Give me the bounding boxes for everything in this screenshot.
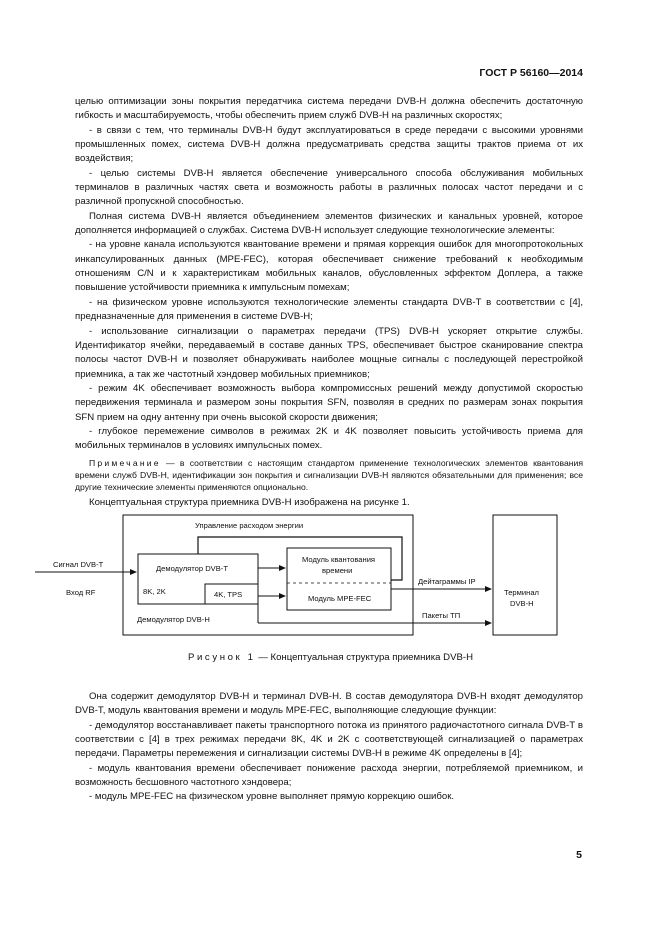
dvbh-demodulator-label: Демодулятор DVB-H [137,615,210,624]
rf-input-label: Вход RF [66,588,96,597]
note-label: Примечание [89,457,161,468]
paragraph: - модуль MPE-FEC на физическом уровне выполняет прямую коррекцию ошибок. [89,791,455,803]
signal-input-label: Сигнал DVB-T [53,560,104,569]
paragraph: Она содержит демодулятор DVB-H и терминал DVB-H. В состав демодулятора DVB-H входят демодулятор DVB-T, модуль квантования времени и модуль MPE-FEC, выполняющие следующие функции: [75,691,583,717]
page-number: 5 [576,849,582,861]
document-header: ГОСТ Р 56160—2014 [479,67,583,79]
paragraph: - демодулятор восстанавливает пакеты транспортного потока из принятого радиочастотного сигнала DVB-T в соответствии с [4] в трех режимах передачи 8K, 4K и 2K с соответствующей сигнализацией о параметрах передачи. Параметры перемежения и сигнализации системы DVB-H в режиме 4K определены в [4]; [75,719,583,760]
power-control-label: Управление расходом энергии [195,521,304,530]
figure-caption [0,652,661,663]
figure-intro: Концептуальная структура приемника DVB-H изображена на рисунке 1. [89,497,410,509]
paragraph: Полная система DVB-H является объединением элементов физических и канальных уровней, которое дополняется информацией о службах. Система DVB-H использует следующие технологические элементы: [75,210,583,237]
dvbt-demodulator-label: Демодулятор DVB-T [156,564,228,573]
paragraph: - глубокое перемежение символов в режимах 2K и 4K позволяет повысить устойчивость приема для мобильных терминалов в условиях импульсных помех. [75,425,583,452]
figure-caption-label: Рисунок 1 [187,652,256,663]
note-text: — в соответствии с настоящим стандартом применение технологических элементов квантования времени служб DVB-H, идентификации зон покрытия и сигнализации DVB-H являются обязательными для применения; все другие технические элементы применяются опционально. [75,457,583,492]
paragraph: - режим 4K обеспечивает возможность выбора компромиссных решений между допустимой скоростью передвижения терминала и размером зоны покрытия SFN, позволяя в средних по размерам зонах покрытия SFN прием на одну антенну при очень высокой скорости движения; [75,382,583,423]
ts-packets-label: Пакеты ТП [422,611,461,620]
paragraph: - в связи с тем, что терминалы DVB-H будут эксплуатироваться в среде передачи с высокими уровнями промышленных помех, система DVB-H должна предусматривать средства защиты трактов приема от их воздействия; [75,124,583,165]
mpe-fec-label: Модуль MPE-FEC [308,594,372,603]
note [75,457,583,494]
time-slicing-label-2: времени [322,566,353,575]
time-slicing-label-1: Модуль квантования [302,555,376,564]
terminal-label-1: Терминал [504,588,539,597]
body-text-top [75,95,583,511]
paragraph: целью оптимизации зоны покрытия передатчика система передачи DVB-H должна обеспечить достаточную гибкость и масштабируемость, чтобы обеспечить прием служб DVB-H на различных скоростях; [75,96,583,122]
paragraph: - на уровне канала используются квантование времени и прямая коррекция ошибок для многопротокольных инкапсулированных данных (MPE-FEC), которая обеспечивает снижение требований к необходимым отношениям C/N и к характеристикам мобильных каналов, обусловленных эффектом Доплера, а также повышение устойчивости приемника к импульсным помехам; [75,239,583,294]
paragraph: - на физическом уровне используются технологические элементы стандарта DVB-T в соответствии с [4], предназначенные для применения в системе DVB-H; [75,296,583,323]
paragraph: - целью системы DVB-H является обеспечение универсального способа обслуживания мобильных терминалов в различных частях света и возможность работы в различных полосах частот передачи и с различной пропускной способностью. [75,167,583,208]
modes-label: 8K, 2K [143,587,166,596]
figure-caption-text: — Концептуальная структура приемника DVB-H [255,652,474,663]
ip-datagrams-label: Дейтаграммы IP [418,577,476,586]
receiver-diagram [30,510,610,645]
paragraph: - использование сигнализации о параметрах передачи (TPS) DVB-H ускоряет открытие службы. Идентификатор ячейки, передаваемый в составе данных TPS, обеспечивает быстрое сканирование спектра полосы частот DVB-H и позволяет обнаруживать наиболее мощные сигналы с последующей перестройкой приемника, а так же частотный хэндовер мобильных приемников; [75,325,583,380]
paragraph: - модуль квантования времени обеспечивает понижение расхода энергии, потребляемой приемником, и возможность бесшовного частотного хэндовера; [75,762,583,789]
tps-label: 4K, TPS [214,590,243,599]
body-text-bottom [75,690,583,805]
terminal-label-2: DVB-H [510,599,534,608]
terminal-box [493,515,557,635]
